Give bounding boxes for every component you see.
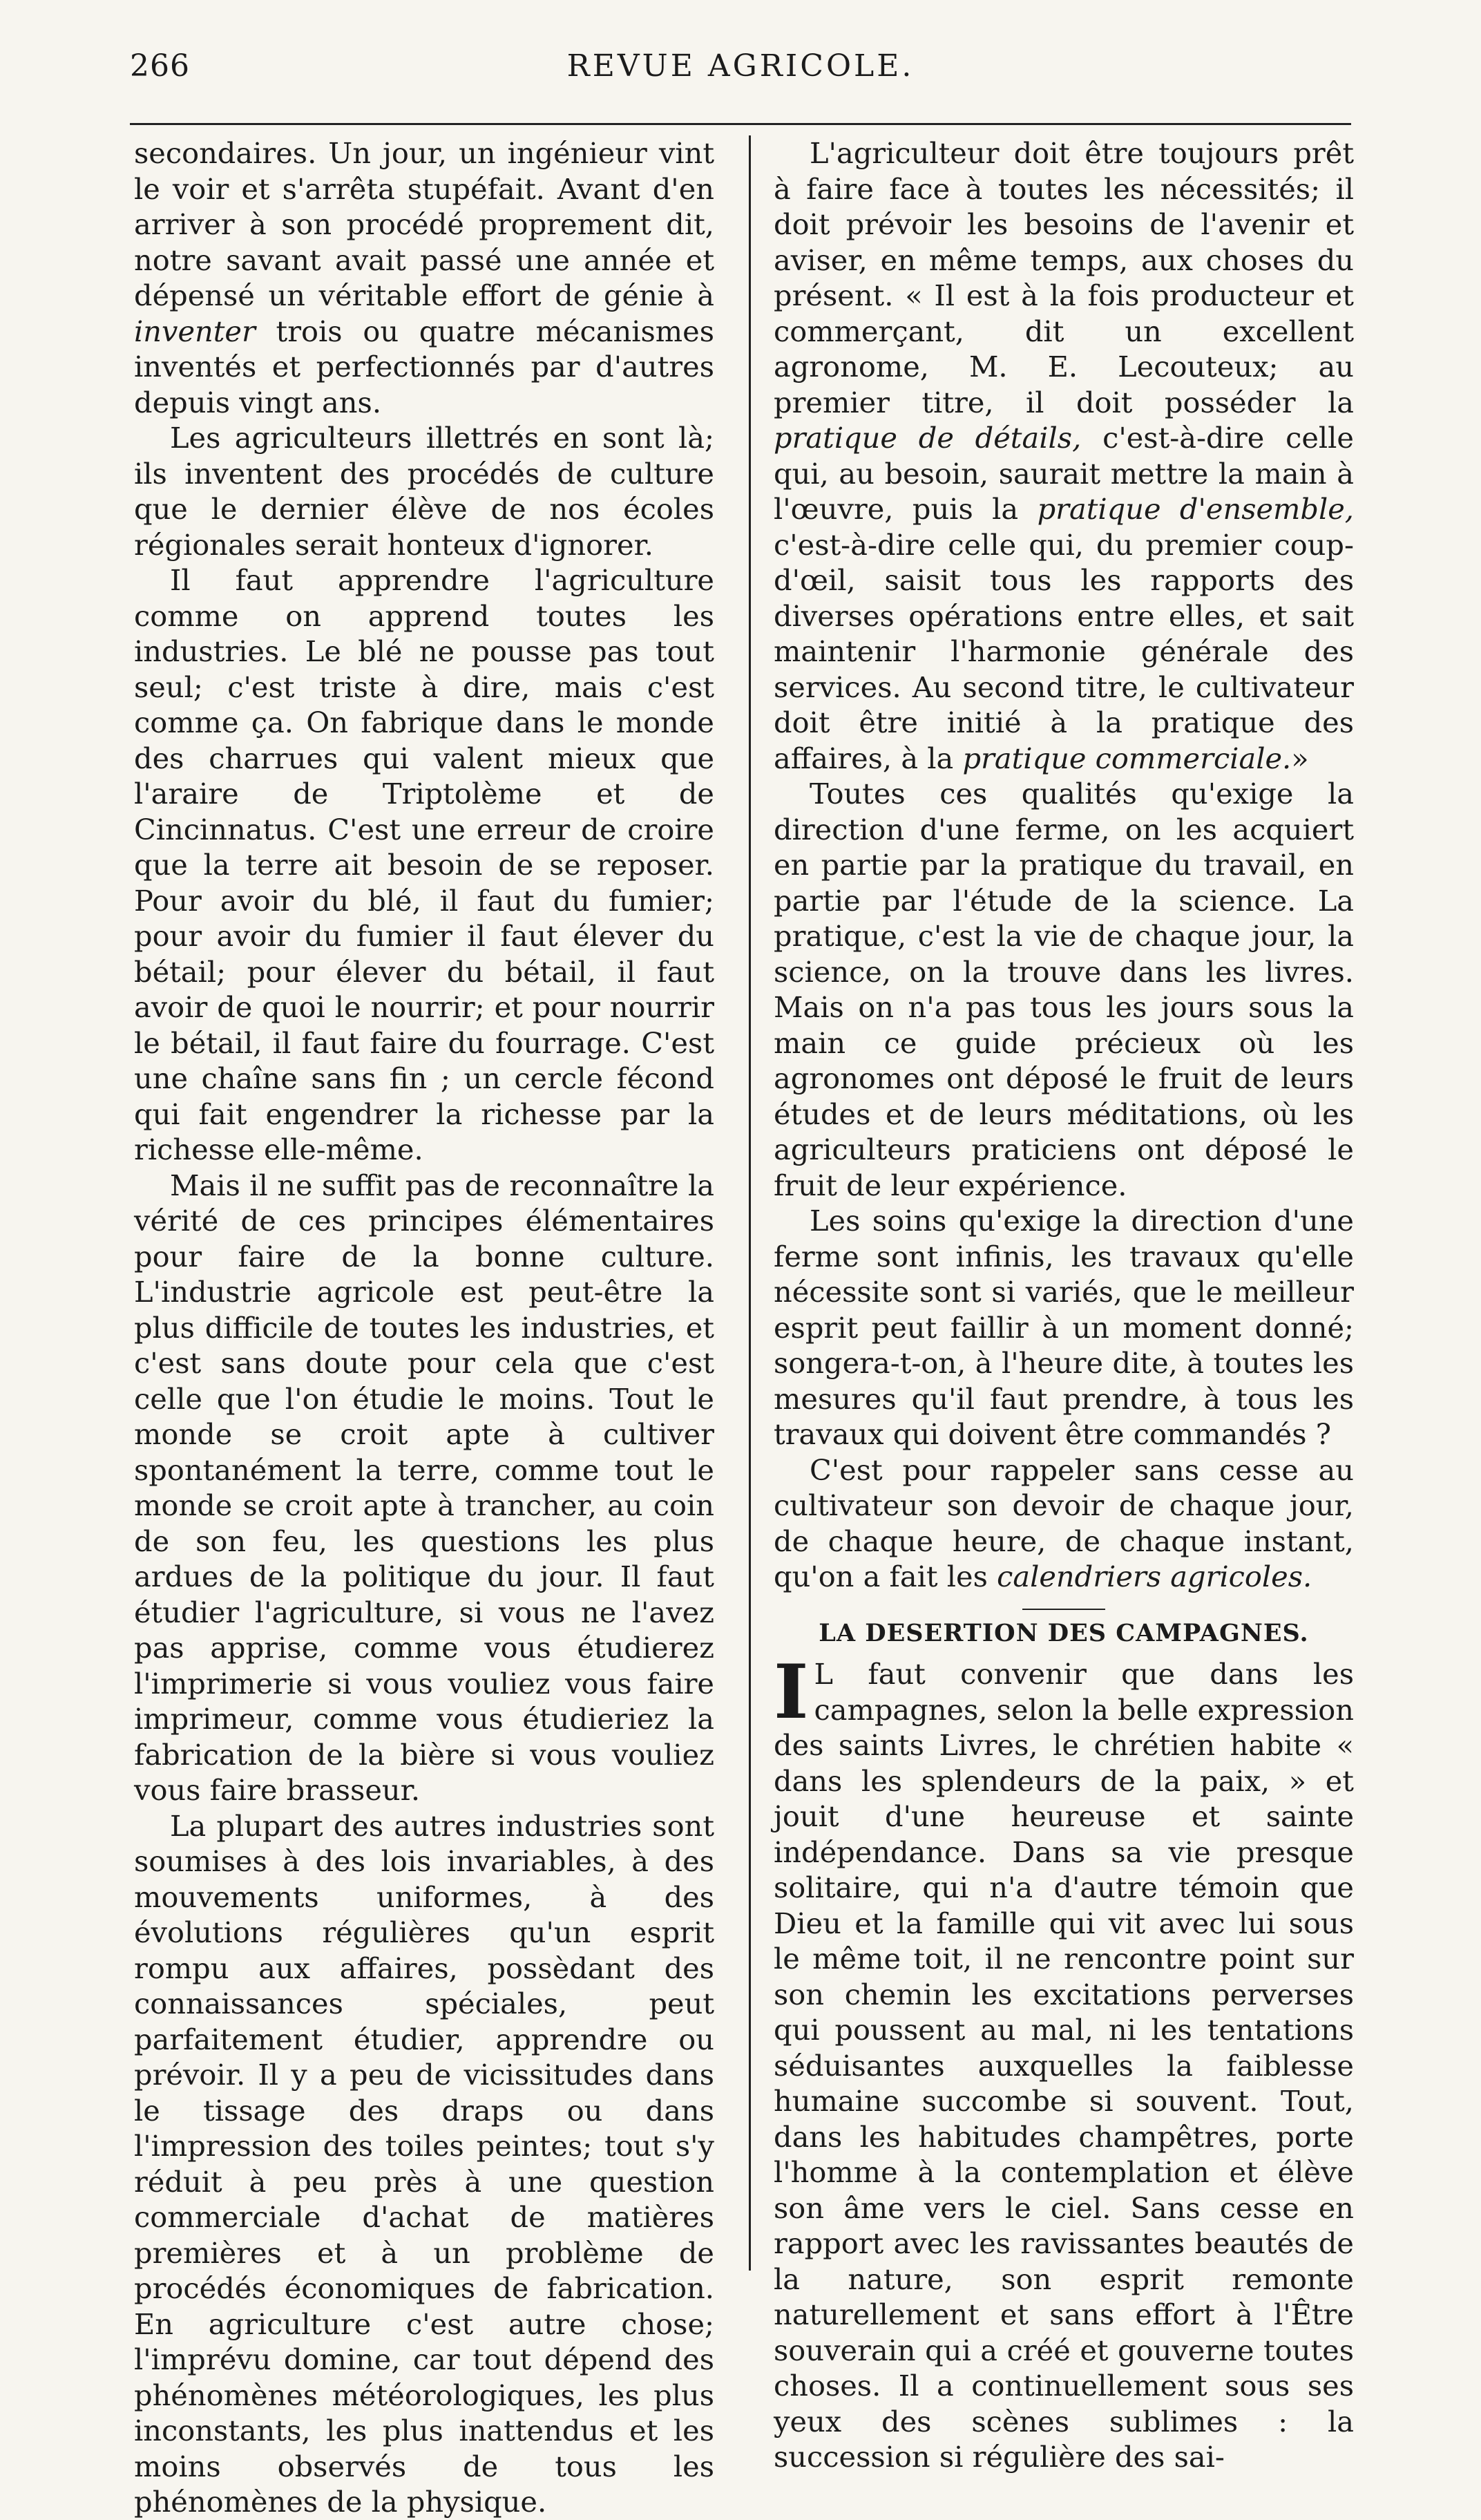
text-run: » bbox=[1291, 741, 1309, 775]
paragraph: Toutes ces qualités qu'exige la direction d'une ferme, on les acquiert en partie par la pratique du travail, en partie par l'étude de la science. La pratique, c'est la vie de chaque jour, la science, on la trouve dans les livres. Mais on n'a pas tous les jours sous la main ce guide précieux où les agronomes ont déposé le fruit de leurs études et de leurs méditations, où les agriculteurs praticiens ont déposé le fruit de leur expérience. bbox=[774, 777, 1354, 1202]
text-run: secondaires. Un jour, un ingénieur vint le voir et s'arrêta stupéfait. Avant d'en arriver à son procédé proprement dit, notre savant avait passé une année et dépensé un véritable effort de génie à bbox=[134, 136, 714, 312]
text-run: c'est-à-dire celle qui, au besoin, saurait mettre la main à l'œuvre, puis la bbox=[774, 421, 1354, 526]
paragraph: Les agriculteurs illettrés en sont là; ils inventent des procédés de culture que le dernier élève de nos écoles régionales serait honteux d'ignorer. bbox=[134, 421, 714, 562]
column-divider bbox=[749, 135, 751, 2271]
paragraph: La plupart des autres industries sont soumises à des lois invariables, à des mouvements uniformes, à des évolutions régulières qu'un esprit rompu aux affaires, possèdant des connaissances spéciales, peut parfaitement étudier, apprendre ou prévoir. Il y a peu de vicissitudes dans le tissage des draps ou dans l'impression des toiles peintes; tout s'y réduit à peu près à une question commerciale d'achat de matières premières et à un problème de procédés économiques de fabrication. En agriculture c'est autre chose; l'imprévu domine, car tout dépend des phénomènes météorologiques, les plus inconstants, les plus inattendus et les moins observés de tous les phénomènes de la physique. bbox=[134, 1808, 714, 2519]
text-run: L'agriculteur doit être toujours prêt à faire face à toutes les nécessités; il doit prévoir les besoins de l'avenir et aviser, en même temps, aux choses du présent. « Il est à la fois producteur et commerçant, dit un excellent agronome, M. E. Lecouteux; au premier titre, il doit posséder la bbox=[774, 136, 1354, 419]
emphasis: calendriers agricoles. bbox=[997, 1560, 1312, 1593]
emphasis: pratique d'ensemble, bbox=[1037, 492, 1354, 526]
paragraph: Il faut apprendre l'agriculture comme on apprend toutes les industries. Le blé ne pousse pas tout seul; c'est triste à dire, mais c'est comme ça. On fabrique dans le monde des charrues qui valent mieux que l'araire de Triptolème et de Cincinnatus. C'est une erreur de croire que la terre ait besoin de se reposer. Pour avoir du blé, il faut du fumier; pour avoir du fumier il faut élever du bétail; pour élever du bétail, il faut avoir de quoi le nourrir; et pour nourrir le bétail, il faut faire du fourrage. C'est une chaîne sans fin ; un cercle fécond qui fait engendrer la richesse par la richesse elle-même. bbox=[134, 563, 714, 1166]
paragraph bbox=[134, 135, 714, 420]
paragraph bbox=[774, 135, 1354, 776]
text-run: L faut convenir que dans les campagnes, selon la belle expression des saints Livres, le chrétien habite « dans les splendeurs de la paix, » et jouit d'une heureuse et sainte indépendance. Dans sa vie presque solitaire, qui n'a d'autre témoin que Dieu et la famille qui vit avec lui sous le même toit, il ne rencontre point sur son chemin les excitations perverses qui poussent au mal, ni les tentations séduisantes auxquelles la faiblesse humaine succombe si souvent. Tout, dans les habitudes champêtres, porte l'homme à la contemplation et élève son âme vers le ciel. Sans cesse en rapport avec les ravissantes beautés de la nature, son esprit remonte naturellement et sans effort à l'Être souverain qui a créé et gouverne toutes choses. Il a continuellement sous ses yeux des scènes sublimes : la succession si régulière des sai- bbox=[774, 1657, 1354, 2474]
drop-cap: I bbox=[774, 1649, 809, 1736]
emphasis: inventer bbox=[134, 314, 256, 348]
header-rule bbox=[130, 123, 1351, 125]
paragraph bbox=[774, 1649, 1354, 2475]
text-run: C'est pour rappeler sans cesse au cultivateur son devoir de chaque jour, de chaque heure, de chaque instant, qu'on a fait les bbox=[774, 1452, 1354, 1593]
paragraph: Mais il ne suffit pas de reconnaître la vérité de ces principes élémentaires pour faire de la bonne culture. L'industrie agricole est peut-être la plus difficile de toutes les industries, et c'est sans doute pour cela que c'est celle que l'on étudie le moins. Tout le monde se croit apte à cultiver spontanément la terre, comme tout le monde se croit apte à trancher, au coin de son feu, les questions les plus ardues de la politique du jour. Il faut étudier l'agriculture, si vous ne l'avez pas apprise, comme vous étudierez l'imprimerie si vous vouliez vous faire imprimeur, comme vous étudieriez la fabrication de la bière si vous vouliez vous faire brasseur. bbox=[134, 1168, 714, 1807]
paragraph bbox=[774, 1452, 1354, 1595]
emphasis: pratique de détails, bbox=[774, 421, 1082, 455]
text-run: c'est-à-dire celle qui, du premier coup-d'œil, saisit tous les rapports des diverses opérations entre elles, et sait maintenir l'harmonie générale des services. Au second titre, le cultivateur doit être initié à la pratique des affaires, à la bbox=[774, 527, 1354, 775]
left-column bbox=[134, 135, 714, 2520]
running-title: REVUE AGRICOLE. bbox=[566, 48, 915, 84]
right-column bbox=[774, 135, 1354, 2475]
text-run: trois ou quatre mécanismes inventés et perfectionnés par d'autres depuis vingt ans. bbox=[134, 314, 714, 419]
section-rule bbox=[1022, 1609, 1105, 1610]
page-header bbox=[130, 44, 1351, 86]
emphasis: pratique commerciale. bbox=[962, 741, 1292, 775]
page-number: 266 bbox=[130, 48, 190, 84]
section-title: LA DESERTION DES CAMPAGNES. bbox=[819, 1618, 1309, 1647]
paragraph: Les soins qu'exige la direction d'une ferme sont infinis, les travaux qu'elle nécessite sont si variés, que le meilleur esprit peut faillir à un moment donné; songera-t-on, à l'heure dite, à toutes les mesures qu'il faut prendre, à tous les travaux qui doivent être commandés ? bbox=[774, 1204, 1354, 1451]
